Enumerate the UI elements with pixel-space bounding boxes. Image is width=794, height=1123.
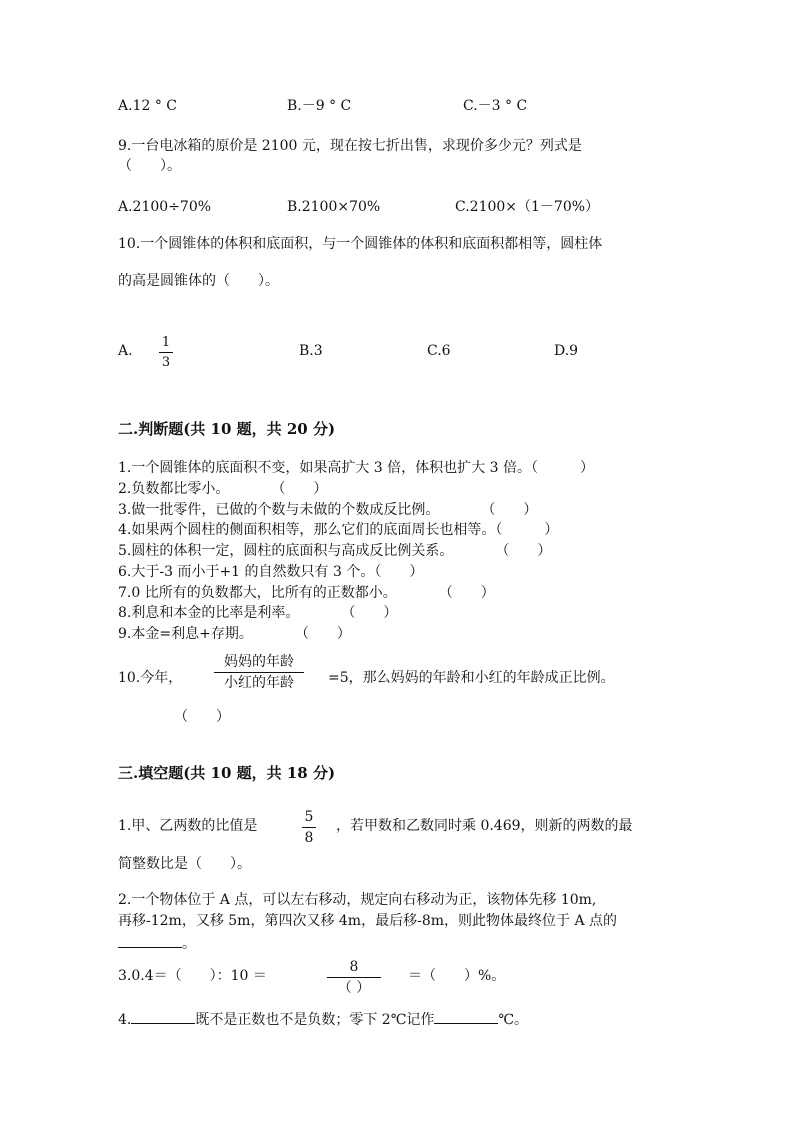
q10-question-line1: 10.一个圆锥体的体积和底面积，与一个圆锥体的体积和底面积都相等，圆柱体 [118, 236, 603, 252]
fill-q1-fraction [302, 810, 316, 845]
fraction-bar [159, 352, 173, 353]
q9-option-c: C.2100×（1－70%） [455, 199, 600, 215]
fill-q1-line2: 简整数比是（ ）。 [118, 856, 251, 872]
q9-option-a: A.2100÷70% [118, 199, 212, 215]
q10-option-d: D.9 [554, 343, 579, 359]
judgement-item-10-answer: （ ） [174, 709, 230, 725]
fill-q4-end: ℃。 [498, 1012, 529, 1028]
fill-q4-mid: 既不是正数也不是负数；零下 2℃记作 [195, 1012, 435, 1028]
fill-q2-line1: 2.一个物体位于 A 点，可以左右移动，规定向右移动为正，该物体先移 10m, [118, 892, 597, 908]
judgement-item-9: 9.本金=利息+存期。 （ ） [118, 626, 351, 642]
fraction-denominator: 小红的年龄 [224, 675, 294, 691]
fill-q3-fraction [327, 960, 381, 995]
judgement-item-10-suffix: =5，那么妈妈的年龄和小红的年龄成正比例。 [328, 670, 615, 686]
fraction-denominator: 8 [304, 830, 314, 846]
fill-q3-suffix: ＝（ ）%。 [408, 968, 506, 984]
judgement-item-7: 7.0 比所有的负数都大，比所有的正数都小。 （ ） [118, 585, 495, 601]
q9-option-b: B.2100×70% [287, 199, 381, 215]
fill-q2-blank[interactable] [118, 935, 182, 948]
judgement-item-2: 2.负数都比零小。 （ ） [118, 481, 328, 497]
fraction-numerator: 1 [161, 335, 171, 350]
fraction-bar [302, 827, 316, 828]
q10-question-line2: 的高是圆锥体的（ ）。 [118, 273, 279, 289]
fill-q2-line2: 再移-12m，又移 5m，第四次又移 4m，最后移-8m，则此物体最终位于 A 点的 [118, 913, 618, 929]
section3-title: 三.填空题(共 10 题，共 18 分) [118, 764, 336, 782]
q10-option-a-label: A. [118, 343, 133, 359]
fraction-numerator: 8 [349, 959, 359, 975]
fill-q1-prefix: 1.甲、乙两数的比值是 [118, 818, 258, 834]
judgement-item-10-prefix: 10.今年， [118, 670, 183, 686]
fraction-numerator: 5 [304, 809, 314, 825]
fraction-denominator: 3 [161, 355, 171, 370]
fill-q3-prefix: 3.0.4＝（ ）：10 ＝ [118, 968, 267, 984]
judgement-item-10-fraction [214, 655, 304, 690]
judgement-item-8: 8.利息和本金的比率是利率。 （ ） [118, 605, 398, 621]
q10-option-b: B.3 [299, 343, 323, 359]
fill-q4-prefix: 4. [118, 1012, 132, 1028]
q8-option-a: A.12 ° C [118, 98, 177, 114]
judgement-item-1: 1.一个圆锥体的底面积不变，如果高扩大 3 倍，体积也扩大 3 倍。（ ） [118, 460, 594, 476]
fraction-bar [327, 977, 381, 978]
judgement-item-4: 4.如果两个圆柱的侧面积相等，那么它们的底面周长也相等。（ ） [118, 522, 559, 538]
q10-option-c: C.6 [427, 343, 451, 359]
fill-q4-blank-2[interactable] [434, 1011, 498, 1024]
q8-option-b: B.－9 ° C [287, 98, 352, 114]
fraction-bar [214, 672, 304, 673]
q10-option-a-fraction [159, 336, 173, 369]
fraction-numerator: 妈妈的年龄 [224, 654, 294, 670]
fill-q4-line [118, 1011, 528, 1027]
q8-option-c: C.－3 ° C [463, 98, 528, 114]
fill-q1-suffix: ，若甲数和乙数同时乘 0.469，则新的两数的最 [336, 818, 633, 834]
section2-title: 二.判断题(共 10 题，共 20 分) [118, 420, 336, 438]
judgement-item-5: 5.圆柱的体积一定，圆柱的底面积与高成反比例关系。 （ ） [118, 543, 552, 559]
fill-q2-line3-end: 。 [182, 936, 196, 952]
fill-q4-blank-1[interactable] [131, 1011, 195, 1024]
judgement-item-6: 6.大于-3 而小于+1 的自然数只有 3 个。（ ） [118, 564, 424, 580]
q9-question-line1: 9.一台电冰箱的原价是 2100 元，现在按七折出售，求现价多少元？列式是 [118, 138, 582, 154]
fill-q2-line3 [118, 935, 196, 951]
judgement-item-3: 3.做一批零件，已做的个数与未做的个数成反比例。 （ ） [118, 502, 538, 518]
fraction-denominator: （ ） [337, 980, 371, 996]
q9-question-line2: （ ）。 [118, 158, 181, 174]
